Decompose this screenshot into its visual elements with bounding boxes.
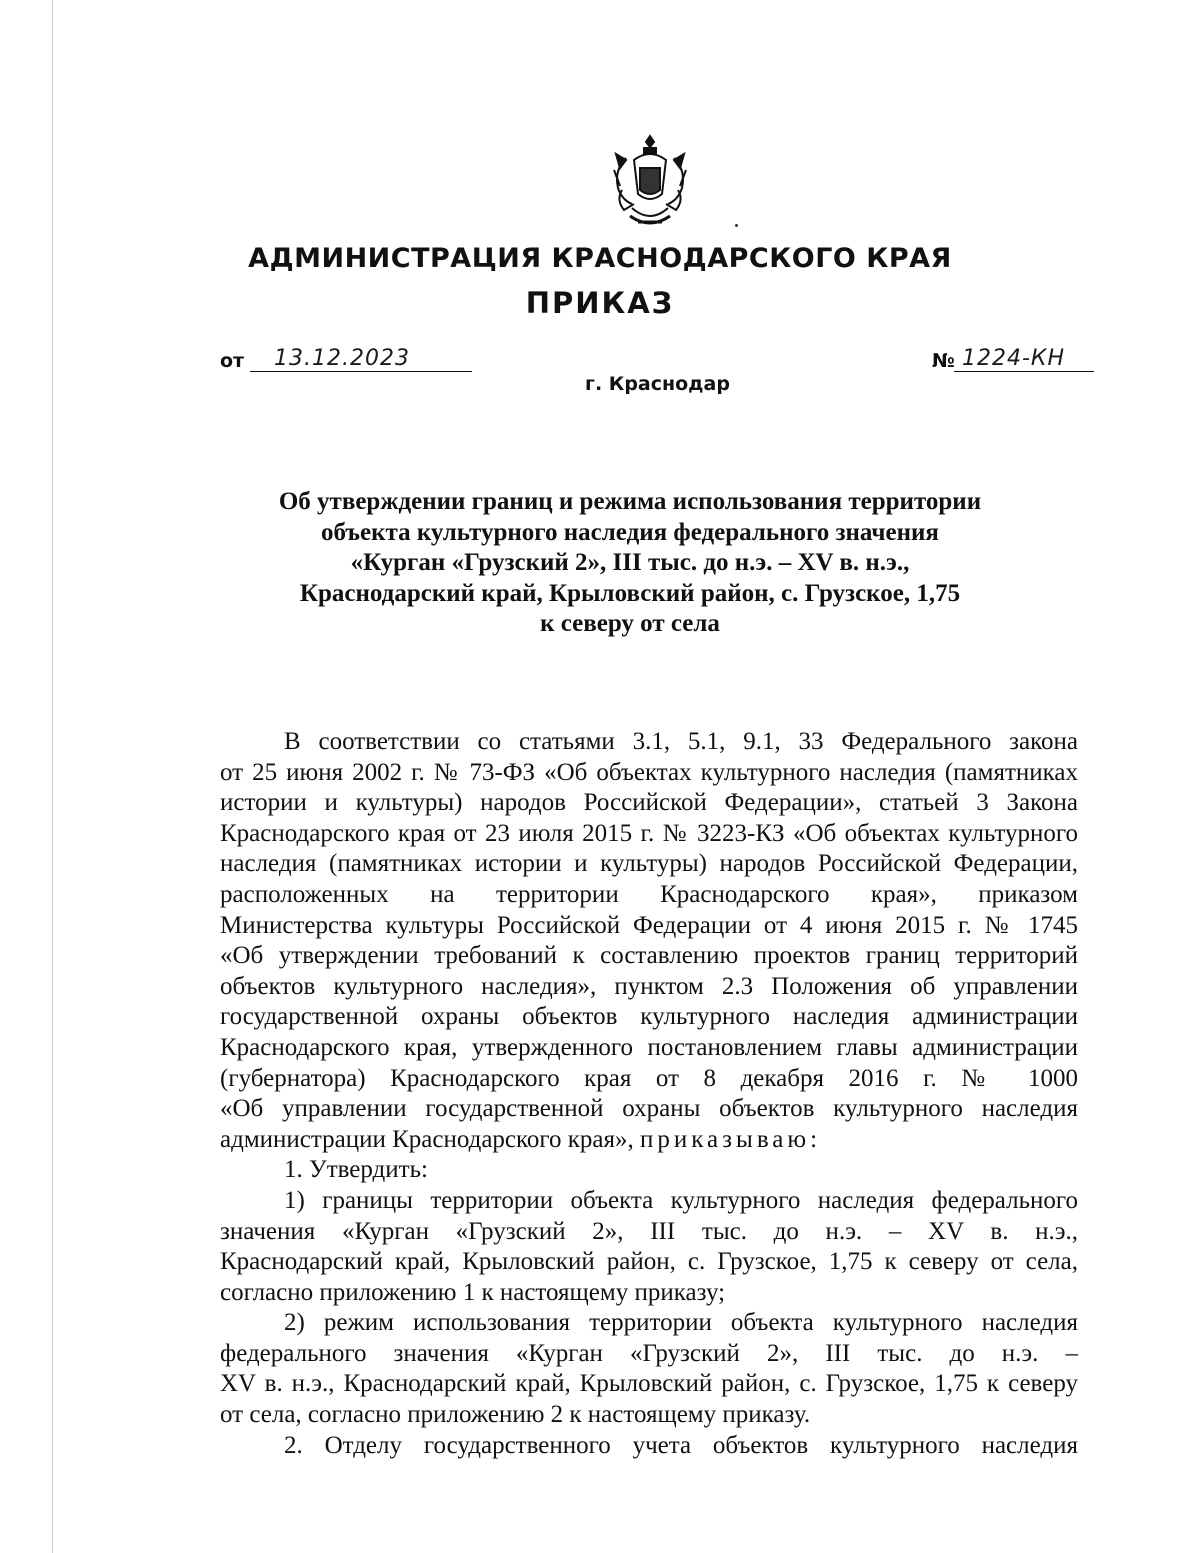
coat-of-arms-emblem [604, 130, 696, 230]
body-line: истории и культуры) народов Российской Федерации», статьей 3 Закона [220, 789, 1078, 817]
scan-artifact-dot [735, 224, 738, 227]
title-line: Краснодарский край, Крыловский район, с. Грузское, 1,75 [299, 579, 961, 607]
body-line: 2. Отделу государственного учета объектов культурного наследия [284, 1431, 1078, 1459]
document-body [220, 727, 1078, 1461]
body-line: «Об управлении государственной охраны объектов культурного наследия [220, 1095, 1078, 1123]
body-line: «Об утверждении требований к составлению проектов границ территорий [220, 942, 1078, 970]
body-line: 2) режим использования территории объекта культурного наследия [284, 1309, 1078, 1337]
title-line: Об утверждении границ и режима использования территории [278, 488, 982, 515]
body-line: 1. Утвердить: [284, 1156, 428, 1184]
title-line: объекта культурного наследия федерального значения [321, 518, 939, 546]
body-line: Краснодарский край, Крыловский район, с. Грузское, 1,75 к северу от села, [220, 1248, 1078, 1276]
body-line: государственной охраны объектов культурного наследия администрации [220, 1003, 1078, 1031]
body-line: значения «Курган «Грузский 2», III тыс. до н.э. – XV в. н.э., [220, 1217, 1078, 1245]
number-prefix: № [932, 350, 955, 372]
organization-name: АДМИНИСТРАЦИЯ КРАСНОДАРСКОГО КРАЯ [248, 243, 952, 274]
document-type: ПРИКАЗ [525, 286, 675, 320]
document-title [200, 487, 1060, 640]
body-line: 1) границы территории объекта культурного наследия федерального [284, 1186, 1078, 1214]
body-line-with-order-word [220, 1125, 1078, 1156]
body-line: объектов культурного наследия», пунктом 2.3 Положения об управлении [220, 972, 1078, 1000]
body-line: XV в. н.э., Краснодарский край, Крыловский район, с. Грузское, 1,75 к северу [220, 1370, 1078, 1398]
body-line: (губернатора) Краснодарского края от 8 декабря 2016 г. № 1000 [220, 1064, 1078, 1092]
body-line: Краснодарского края, утвержденного постановлением главы администрации [220, 1033, 1078, 1061]
body-line: от 25 июня 2002 г. № 73-ФЗ «Об объектах культурного наследия (памятниках [220, 758, 1078, 786]
body-line: согласно приложению 1 к настоящему приказу; [220, 1278, 726, 1306]
date-prefix: от [220, 350, 245, 372]
order-word: приказываю: [640, 1125, 822, 1153]
title-line: «Курган «Грузский 2», III тыс. до н.э. – XV в. н.э., [350, 549, 910, 576]
body-line: федерального значения «Курган «Грузский 2», III тыс. до н.э. – [220, 1339, 1078, 1367]
body-line-text: администрации Краснодарского края», [220, 1125, 634, 1153]
body-line: Министерства культуры Российской Федерации от 4 июня 2015 г. № 1745 [220, 911, 1078, 939]
city-line: г. Краснодар [585, 373, 730, 395]
body-line: наследия (памятниках истории и культуры) народов Российской Федерации, [220, 850, 1078, 878]
scan-edge-line [52, 0, 53, 1553]
title-line: к северу от села [540, 610, 720, 637]
body-line: от села, согласно приложению 2 к настоящему приказу. [220, 1401, 811, 1429]
body-line: В соответствии со статьями 3.1, 5.1, 9.1, 33 Федерального закона [284, 728, 1078, 755]
body-line: расположенных на территории Краснодарского края», приказом [220, 880, 1078, 908]
number-handwritten-value: 1224-КН [954, 346, 1094, 372]
date-handwritten-value: 13.12.2023 [250, 346, 472, 372]
body-line: Краснодарского края от 23 июля 2015 г. № 3223-КЗ «Об объектах культурного [220, 819, 1078, 847]
